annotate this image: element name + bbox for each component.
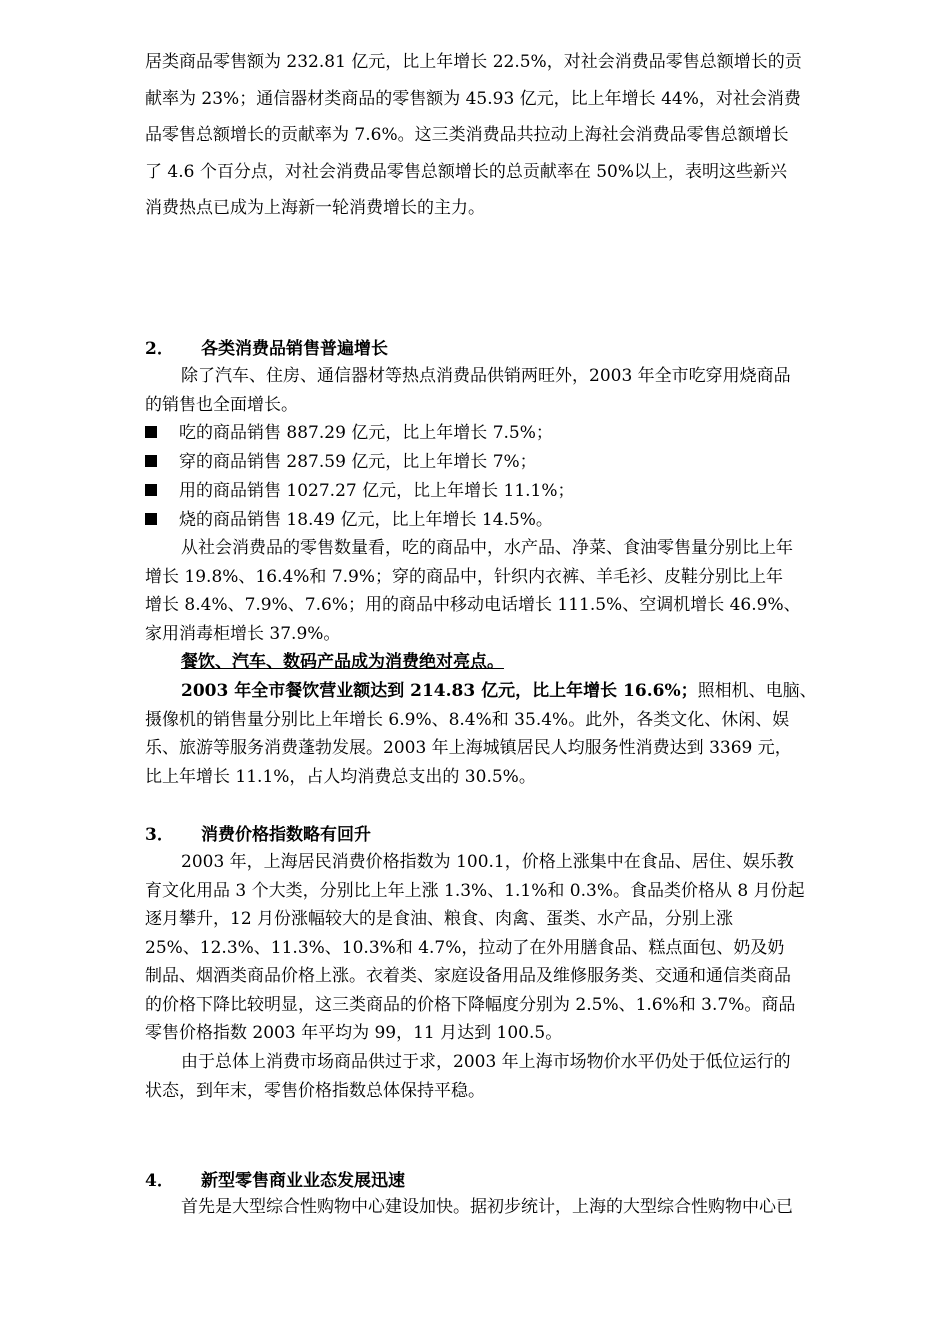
section-3-title: 消费价格指数略有回升: [201, 825, 371, 845]
section-2-bullet-list: [145, 419, 575, 535]
section-3-para-2: [145, 1048, 791, 1105]
section-2-title: 各类消费品销售普遍增长: [201, 339, 388, 359]
para-line: 育文化用品 3 个大类，分别比上年上涨 1.3%、1.1%和 0.3%。食品类价格从 8 月份起: [145, 880, 805, 901]
para-line: 由于总体上消费市场商品供过于求，2003 年上海市场物价水平仍处于低位运行的: [181, 1052, 791, 1072]
intro-paragraph: [145, 44, 802, 227]
list-item: 穿的商品销售 287.59 亿元，比上年增长 7%；: [145, 448, 575, 477]
para-line: 零售价格指数 2003 年平均为 99，11 月达到 100.5。: [145, 1023, 563, 1043]
square-bullet-icon: [145, 484, 157, 496]
section-4-para-1: [145, 1193, 793, 1222]
intro-line: 了 4.6 个百分点，对社会消费品零售总额增长的总贡献率在 50%以上，表明这些新兴: [145, 161, 788, 182]
list-item: 用的商品销售 1027.27 亿元，比上年增长 11.1%；: [145, 477, 575, 506]
para-line: 的价格下降比较明显，这三类商品的价格下降幅度分别为 2.5%、1.6%和 3.7%。商品: [145, 994, 796, 1015]
para-line: 从社会消费品的零售数量看，吃的商品中，水产品、净菜、食油零售量分别比上年: [181, 538, 793, 558]
square-bullet-icon: [145, 455, 157, 467]
section-3-heading: [145, 820, 371, 845]
section-3-para-1: [145, 848, 805, 1048]
para-line: 状态，到年末，零售价格指数总体保持平稳。: [145, 1080, 485, 1101]
para-line: 增长 19.8%、16.4%和 7.9%；穿的商品中，针织内衣裤、羊毛衫、皮鞋分别比上年: [145, 566, 784, 587]
para-line: 制品、烟酒类商品价格上涨。衣着类、家庭设备用品及维修服务类、交通和通信类商品: [145, 966, 791, 986]
list-item: 烧的商品销售 18.49 亿元，比上年增长 14.5%。: [145, 506, 575, 535]
para-line: 逐月攀升，12 月份涨幅较大的是食油、粮食、肉禽、蛋类、水产品，分别上涨: [145, 909, 734, 929]
section-2-number: 2．: [145, 339, 174, 359]
square-bullet-icon: [145, 513, 157, 525]
intro-line: 居类商品零售额为 232.81 亿元，比上年增长 22.5%，对社会消费品零售总额增长的贡: [145, 52, 802, 72]
para-line: 2003 年全市餐饮营业额达到 214.83 亿元，比上年增长 16.6%；照相机、电脑、: [181, 681, 817, 701]
para-line: 25%、12.3%、11.3%、10.3%和 4.7%，拉动了在外用膳食品、糕点面包、奶及奶: [145, 937, 785, 958]
section-2-heading: [145, 334, 388, 359]
intro-line: 献率为 23%；通信器材类商品的零售额为 45.93 亿元，比上年增长 44%，对社会消费: [145, 88, 801, 109]
intro-line: 消费热点已成为上海新一轮消费增长的主力。: [145, 198, 485, 218]
section-4-title: 新型零售商业业态发展迅速: [201, 1171, 405, 1191]
para-line: 首先是大型综合性购物中心建设加快。据初步统计，上海的大型综合性购物中心已: [181, 1197, 793, 1217]
para-line: 2003 年，上海居民消费价格指数为 100.1，价格上涨集中在食品、居住、娱乐教: [181, 852, 794, 872]
section-2-para-3: [145, 677, 817, 791]
section-4-number: 4．: [145, 1171, 174, 1191]
para-line: 的销售也全面增长。: [145, 394, 298, 415]
section-2-subheading: 餐饮、汽车、数码产品成为消费绝对亮点。: [181, 652, 504, 672]
square-bullet-icon: [145, 426, 157, 438]
list-item: 吃的商品销售 887.29 亿元，比上年增长 7.5%；: [145, 419, 575, 448]
para-line: 摄像机的销售量分别比上年增长 6.9%、8.4%和 35.4%。此外，各类文化、休闲、娱: [145, 709, 790, 730]
section-3-number: 3．: [145, 825, 174, 845]
para-line: 乐、旅游等服务消费蓬勃发展。2003 年上海城镇居民人均服务性消费达到 3369 元，: [145, 738, 792, 758]
para-line: 家用消毒柜增长 37.9%。: [145, 623, 341, 644]
section-4-heading: [145, 1166, 405, 1191]
intro-line: 品零售总额增长的贡献率为 7.6%。这三类消费品共拉动上海社会消费品零售总额增长: [145, 125, 789, 145]
section-2-para-2: [145, 534, 801, 648]
section-2-para-1: [145, 362, 791, 419]
para-line: 增长 8.4%、7.9%、7.6%；用的商品中移动电话增长 111.5%、空调机增长 46.9%、: [145, 595, 801, 615]
para-line: 比上年增长 11.1%，占人均消费总支出的 30.5%。: [145, 766, 536, 787]
para-line: 除了汽车、住房、通信器材等热点消费品供销两旺外，2003 年全市吃穿用烧商品: [181, 366, 791, 386]
